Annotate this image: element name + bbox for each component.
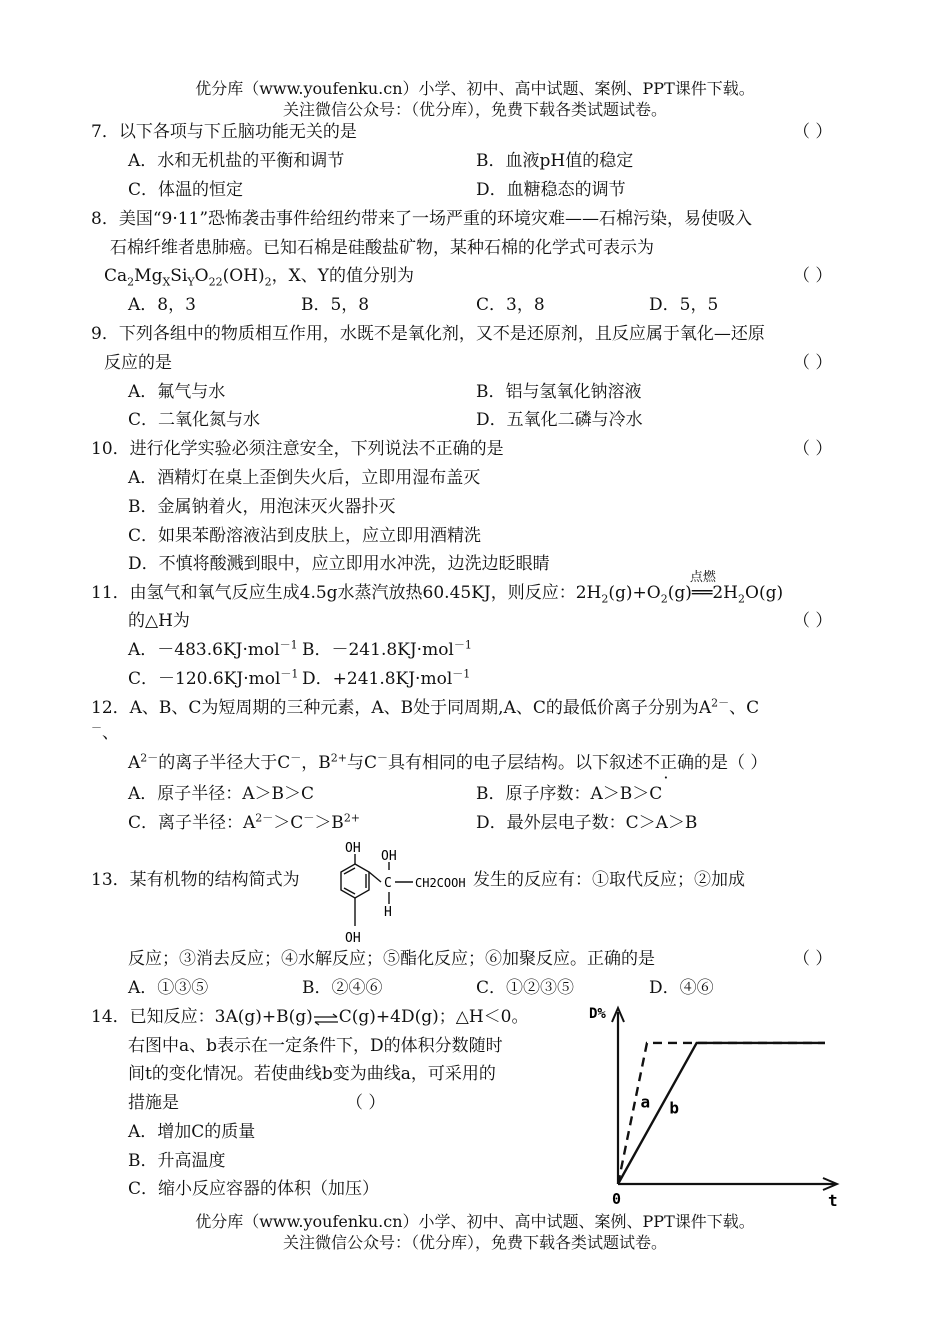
q8-stem-line-2: 石棉纤维者患肺癌。已知石棉是硅酸盐矿物，某种石棉的化学式可表示为: [110, 238, 654, 258]
q9-option-c: C．二氧化氮与水: [128, 410, 261, 430]
formula-sub: X: [162, 275, 171, 289]
q9-option-d: D．五氧化二磷与冷水: [476, 410, 643, 430]
q10-answer-paren: （ ）: [793, 439, 833, 459]
q11-d-text: D．+241.8KJ·mol: [302, 669, 453, 689]
ion-sup: 2－: [140, 751, 159, 765]
q7-option-b: B．血液pH值的稳定: [476, 151, 634, 171]
unit-sup: －1: [279, 638, 298, 652]
series-b-line: [618, 1043, 825, 1184]
q13-stem-pre: 13．某有机物的结构简式为: [91, 870, 300, 890]
unit-sup: －1: [453, 638, 472, 652]
eq-sub: 2: [660, 592, 668, 606]
q14-stem-line-1: [91, 1006, 528, 1028]
q11-b-text: B．－241.8KJ·mol: [302, 640, 454, 660]
q12-comma: 、C: [729, 698, 760, 718]
ion-sup: －: [303, 811, 315, 825]
series-b-label: b: [669, 1098, 679, 1118]
eq-g2: (g): [667, 583, 692, 603]
eq-condition: 点燃: [689, 570, 716, 585]
q10-stem: 10．进行化学实验必须注意安全，下列说法不正确的是: [91, 439, 504, 459]
q8-formula: [104, 265, 414, 287]
q7-stem: 7．以下各项与下丘脑功能无关的是: [91, 122, 357, 142]
q11-option-a: [128, 639, 298, 661]
q11-a-text: A．－483.6KJ·mol: [128, 640, 280, 660]
ion-sup: 2－: [711, 696, 730, 710]
q14-stem-line-3: 间t的变化情况。若使曲线b变为曲线a，可采用的: [128, 1064, 496, 1084]
q9-stem-line-2: 反应的是: [104, 353, 172, 373]
origin-label: 0: [612, 1190, 622, 1208]
q9-option-a: A．氟气与水: [128, 382, 226, 402]
footer-line-2: 关注微信公众号：（优分库），免费下载各类试题试卷。: [282, 1233, 667, 1252]
q14-stem-a: 14．已知反应：3A(g)+B(g): [91, 1007, 313, 1027]
eq-arrow: [689, 570, 716, 604]
q13-stem-post: 发生的反应有：①取代反应；②加成: [473, 870, 745, 890]
q12-l2b: 的离子半径大于C: [158, 753, 291, 773]
q9-option-b: B．铝与氢氧化钠溶液: [476, 382, 642, 402]
eq-product: 2H: [712, 583, 739, 603]
q11-c-text: C．－120.6KJ·mol: [128, 669, 281, 689]
y-axis-label: D%: [589, 1006, 606, 1022]
formula-sub: 2: [264, 275, 272, 289]
q8-option-c: C．3，8: [476, 295, 545, 315]
unit-sup: －1: [452, 667, 471, 681]
q11-option-d: [302, 668, 470, 690]
q13-option-b: B．②④⑥: [302, 978, 383, 998]
q12-l2a: A: [128, 753, 141, 773]
q12-stem-wrap: [91, 722, 119, 744]
benzene-ring: [341, 864, 369, 898]
q13-structure-diagram: [325, 838, 475, 953]
x-axis-label: t: [828, 1191, 838, 1210]
eq-tail: O(g): [745, 583, 784, 603]
header-line-2: 关注微信公众号：（优分库），免费下载各类试题试卷。: [282, 100, 667, 119]
eq-h2: 2H: [575, 583, 602, 603]
q14-stem-b: C(g)+4D(g)；△H＜0。: [338, 1007, 529, 1027]
hydrogen-label: H: [384, 905, 392, 920]
oh-side: OH: [381, 849, 397, 864]
series-a-label: a: [640, 1092, 651, 1112]
q10-option-b: B．金属钠着火，用泡沫灭火器扑灭: [128, 497, 396, 517]
eq-sub: 2: [738, 592, 746, 606]
ion-sup: －: [377, 751, 389, 765]
formula-tail: ，X、Y的值分别为: [271, 266, 414, 286]
q12-option-b: B．原子序数：A＞B＞C: [476, 784, 663, 804]
formula-ca: Ca: [104, 266, 128, 286]
ion-sup: 2+: [343, 811, 361, 825]
q12-stem-text: 12．A、B、C为短周期的三种元素，A、B处于同周期,A、C的最低价离子分别为A: [91, 698, 712, 718]
q14-chart: [585, 1000, 855, 1212]
q8-option-d: D．5，5: [649, 295, 719, 315]
q8-option-b: B．5，8: [301, 295, 370, 315]
q14-answer-paren: （ ）: [346, 1093, 386, 1113]
q13-stem-line-2: 反应；③消去反应；④水解反应；⑤酯化反应；⑥加聚反应。正确的是: [128, 949, 655, 969]
unit-sup: －1: [280, 667, 299, 681]
oh-bottom: OH: [345, 931, 361, 946]
eq-sub: 2: [601, 592, 609, 606]
footer-line-1: 优分库（www.youfenku.cn）小学、初中、高中试题、案例、PPT课件下载。: [195, 1212, 755, 1231]
carbon-label: C: [384, 876, 392, 891]
q12-sep: 、: [102, 723, 119, 743]
q13-option-c: C．①②③⑤: [476, 978, 575, 998]
eq-g1: (g)+O: [608, 583, 661, 603]
q8-answer-paren: （ ）: [793, 266, 833, 286]
q7-answer-paren: （ ）: [793, 122, 833, 142]
q12-l2f: 的是（ ）: [694, 753, 768, 773]
ion-sup: 2+: [330, 751, 348, 765]
q12-l2c: ，B: [301, 753, 331, 773]
q7-option-d: D．血糖稳态的调节: [476, 180, 626, 200]
eq-arrow-glyph: ══: [691, 583, 713, 603]
q10-option-d: D．不慎将酸溅到眼中，应立即用水冲洗，边洗边眨眼睛: [128, 554, 550, 574]
q14-stem-line-4: 措施是: [128, 1093, 179, 1113]
q10-option-a: A．酒精灯在桌上歪倒失火后，立即用湿布盖灭: [128, 468, 481, 488]
q11-option-c: [128, 668, 298, 690]
ion-sup: －: [290, 751, 302, 765]
q12-l2d: 与C: [347, 753, 378, 773]
q7-option-a: A．水和无机盐的平衡和调节: [128, 151, 345, 171]
oh-top: OH: [345, 841, 361, 856]
header-line-1: 优分库（www.youfenku.cn）小学、初中、高中试题、案例、PPT课件下载。: [195, 79, 755, 98]
series-a-line: [618, 1043, 825, 1184]
formula-si: Si: [170, 266, 188, 286]
q11-answer-paren: （ ）: [793, 611, 833, 631]
q11-option-b: [302, 639, 472, 661]
formula-sub: 2: [127, 275, 135, 289]
q13-option-a: A．①③⑤: [128, 978, 209, 998]
q9-answer-paren: （ ）: [793, 353, 833, 373]
q14-option-b: B．升高温度: [128, 1151, 226, 1171]
q10-option-c: C．如果苯酚溶液沾到皮肤上，应立即用酒精洗: [128, 526, 482, 546]
q9-stem-line-1: 9．下列各组中的物质相互作用，水既不是氧化剂，又不是还原剂，且反应属于氧化—还原: [91, 324, 765, 344]
q8-option-a: A．8，3: [128, 295, 196, 315]
q11-stem-line-1: [91, 570, 784, 606]
q12-c-pre: C．离子半径：A: [128, 813, 256, 833]
q8-stem-line-1: 8．美国“9·11”恐怖袭击事件给纽约带来了一场严重的环境灾难——石棉污染，易使吸入: [91, 209, 753, 229]
formula-sub: 22: [208, 275, 223, 289]
formula-oh: (OH): [222, 266, 265, 286]
chain-label: CH2COOH: [415, 876, 466, 890]
q12-option-d: D．最外层电子数：C＞A＞B: [476, 813, 698, 833]
q7-option-c: C．体温的恒定: [128, 180, 244, 200]
ion-sup: 2－: [255, 811, 274, 825]
q13-answer-paren: （ ）: [793, 949, 833, 969]
q12-stem-line-1: [91, 697, 759, 719]
q12-emphasis: 不正确: [643, 753, 695, 773]
q12-option-c: [128, 812, 360, 834]
ion-sup: －: [91, 721, 102, 735]
q14-stem-line-2: 右图中a、b表示在一定条件下，D的体积分数随时: [128, 1036, 503, 1056]
q13-option-d: D．④⑥: [649, 978, 714, 998]
q11-stem-line-2: 的△H为: [128, 611, 190, 631]
formula-mg: Mg: [134, 266, 163, 286]
q14-option-a: A．增加C的质量: [128, 1122, 256, 1142]
q11-stem-text: 11．由氢气和氧气反应生成4.5g水蒸汽放热60.45KJ，则反应：: [91, 583, 576, 603]
q12-l2e: 具有相同的电子层结构。以下叙述: [388, 753, 644, 773]
q12-c-mid: ＞C: [273, 813, 304, 833]
formula-o: O: [194, 266, 209, 286]
formula-sub: Y: [187, 275, 195, 289]
q12-stem-line-2: [128, 752, 767, 774]
q12-c-end: ＞B: [314, 813, 344, 833]
q12-option-a: A．原子半径：A＞B＞C: [128, 784, 315, 804]
q14-option-c: C．缩小反应容器的体积（加压）: [128, 1179, 380, 1199]
